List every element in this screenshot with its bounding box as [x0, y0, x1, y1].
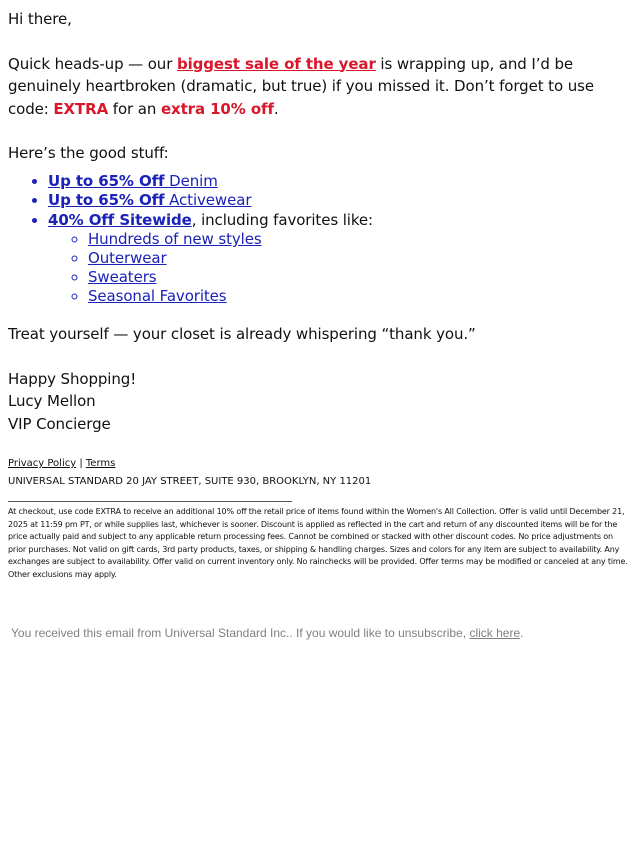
footer-separator: |	[76, 458, 86, 469]
list-item	[88, 230, 632, 249]
new-styles-link[interactable]: Hundreds of new styles	[88, 230, 262, 248]
intro-text-4: .	[273, 99, 279, 118]
offer-rest: Denim	[164, 171, 218, 190]
offer-item-activewear	[48, 191, 632, 211]
offer-bold: 40% Off Sitewide	[48, 210, 192, 229]
sale-link[interactable]: biggest sale of the year	[176, 54, 376, 73]
email-body	[8, 8, 632, 435]
offer-rest: Activewear	[164, 191, 252, 209]
list-item	[88, 287, 632, 306]
sender-title: VIP Concierge	[8, 414, 111, 433]
privacy-policy-link[interactable]: Privacy Policy	[8, 458, 77, 469]
greeting: Hi there,	[8, 10, 72, 28]
extra-off-text: extra 10% off	[160, 99, 274, 118]
terms-link[interactable]: Terms	[85, 458, 116, 469]
intro-text-3: for an	[108, 99, 161, 118]
favorites-list	[48, 230, 632, 306]
promo-code: EXTRA	[53, 99, 109, 118]
list-item	[88, 268, 632, 287]
intro-text-1: Quick heads-up — our	[8, 54, 177, 73]
offers-list	[8, 172, 632, 307]
outerwear-link[interactable]: Outerwear	[88, 249, 167, 267]
unsubscribe-link[interactable]: click here	[469, 625, 521, 640]
footer	[8, 457, 632, 582]
company-address: UNIVERSAL STANDARD 20 JAY STREET, SUITE 930, BROOKLYN, NY 11201	[8, 476, 372, 487]
intro-text-2: is wrapping up, and I’d be genuinely heartbroken (dramatic, but true) if you missed it. Don’t forget to use code:	[8, 54, 594, 118]
sweaters-link[interactable]: Sweaters	[88, 268, 157, 286]
good-stuff-heading: Here’s the good stuff:	[8, 144, 169, 162]
list-item	[88, 249, 632, 268]
activewear-offer-link[interactable]	[48, 191, 251, 209]
sitewide-offer-link[interactable]	[48, 211, 192, 229]
unsubscribe-note	[8, 626, 632, 640]
denim-offer-link[interactable]	[48, 172, 218, 190]
offer-bold: Up to 65% Off	[48, 191, 165, 209]
fine-print: At checkout, use code EXTRA to receive an additional 10% off the retail price of items found within the Women's All Collection. Offer is valid until December 21, 2025 at 11:59 pm PT, or while supplies last, whichever is sooner. Discount is applied as reflected in the cart and return of any discounted items will be for the price actually paid and subject to any applicable return processing fees. Cannot be combined or stacked with other discount codes. No price adjustments on prior purchases. Not valid on gift cards, 3rd party products, taxes, or shipping & handling charges. Sizes and colors for any item are subject to availability. Any exchanges are subject to availability. Offer valid on current inventory only. No rainchecks will be provided. Offer terms may be modified or canceled at any time. Other exclusions may apply.	[8, 507, 628, 579]
divider	[8, 501, 292, 502]
seasonal-favorites-link[interactable]: Seasonal Favorites	[88, 287, 227, 305]
offer-rest: , including favorites like:	[191, 210, 373, 229]
offer-bold: Up to 65% Off	[48, 171, 165, 190]
footer-links	[8, 457, 632, 471]
offer-item-denim	[48, 172, 632, 192]
signoff-line: Happy Shopping!	[8, 369, 137, 388]
offer-item-sitewide	[48, 211, 632, 307]
treat-line: Treat yourself — your closet is already whispering “thank you.”	[8, 325, 476, 343]
intro-paragraph	[8, 53, 632, 121]
unsubscribe-end: .	[520, 625, 524, 640]
unsubscribe-text: You received this email from Universal Standard Inc.. If you would like to unsubscribe,	[11, 625, 470, 640]
sender-name: Lucy Mellon	[8, 392, 96, 410]
